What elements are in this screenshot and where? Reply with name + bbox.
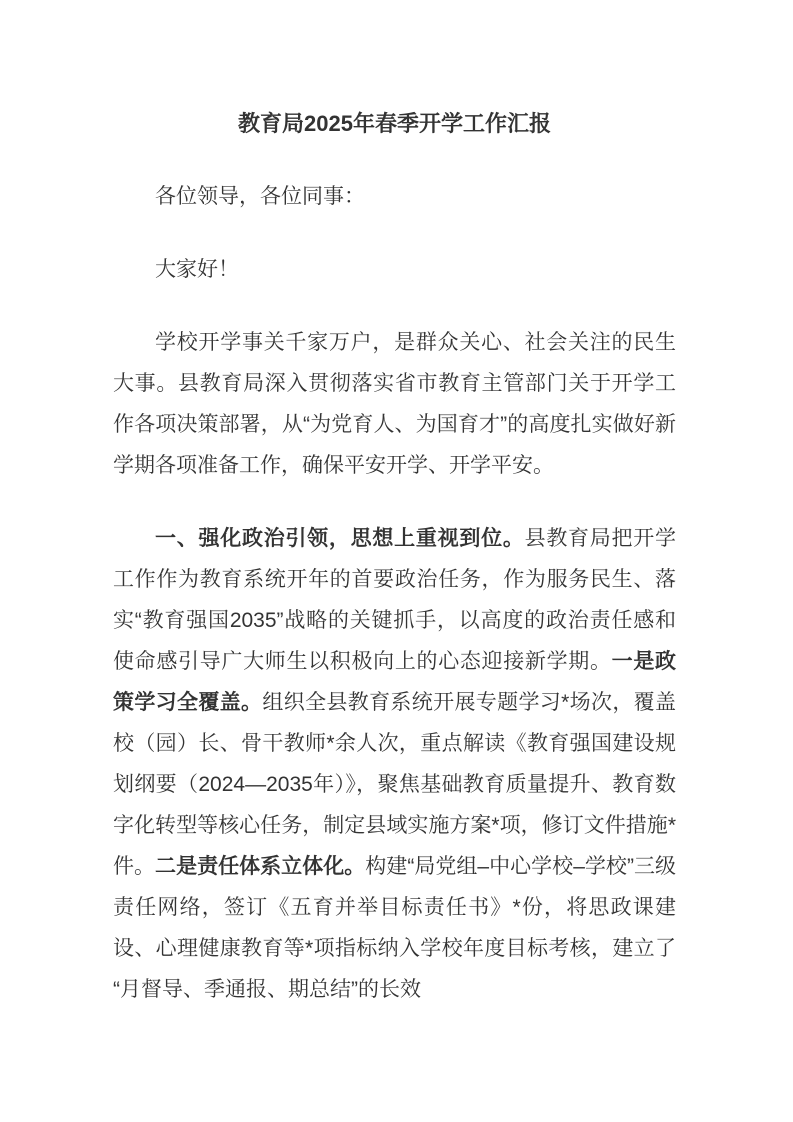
text-run: 大家好！ [155, 258, 239, 281]
text-run: 县教育局把开学工作作为教育系统开年的首要政治任务，作为服务民生、落实“教育强国2035”战略的关键抓手，以高度的政治责任感和使命感引导广大师生以积极向上的心态迎接新学期。 [113, 527, 677, 673]
bold-run: 一、强化政治引领，思想上重视到位。 [155, 527, 525, 550]
paragraph [113, 249, 676, 290]
bold-run: 一是政策学习全覆盖。 [113, 650, 677, 714]
text-run: 学校开学事关千家万户，是群众关心、社会关注的民生大事。县教育局深入贯彻落实省市教育主管部门关于开学工作各项决策部署，从“为党育人、为国育才”的高度扎实做好新学期各项准备工作，确保平安开学、开学平安。 [113, 331, 676, 477]
document-body [113, 176, 676, 1010]
text-run: 构建“局党组–中心学校–学校”三级责任网络，签订《五育并举目标责任书》*份，将思政课建设、心理健康教育等*项指标纳入学校年度目标考核，建立了“月督导、季通报、期总结”的长效 [113, 855, 676, 1001]
bold-run: 二是责任体系立体化。 [155, 855, 366, 878]
paragraph [113, 322, 676, 486]
document-title: 教育局2025年春季开学工作汇报 [238, 111, 551, 136]
paragraph [113, 518, 676, 1010]
text-run: 各位领导，各位同事： [155, 185, 365, 208]
text-run: 组织全县教育系统开展专题学习*场次，覆盖校（园）长、骨干教师*余人次，重点解读《教育强国建设规划纲要（2024—2035年）》，聚焦基础教育质量提升、教育数字化转型等核心任务，制定县域实施方案*项，修订文件措施*件。 [113, 691, 677, 878]
paragraph [113, 176, 676, 217]
